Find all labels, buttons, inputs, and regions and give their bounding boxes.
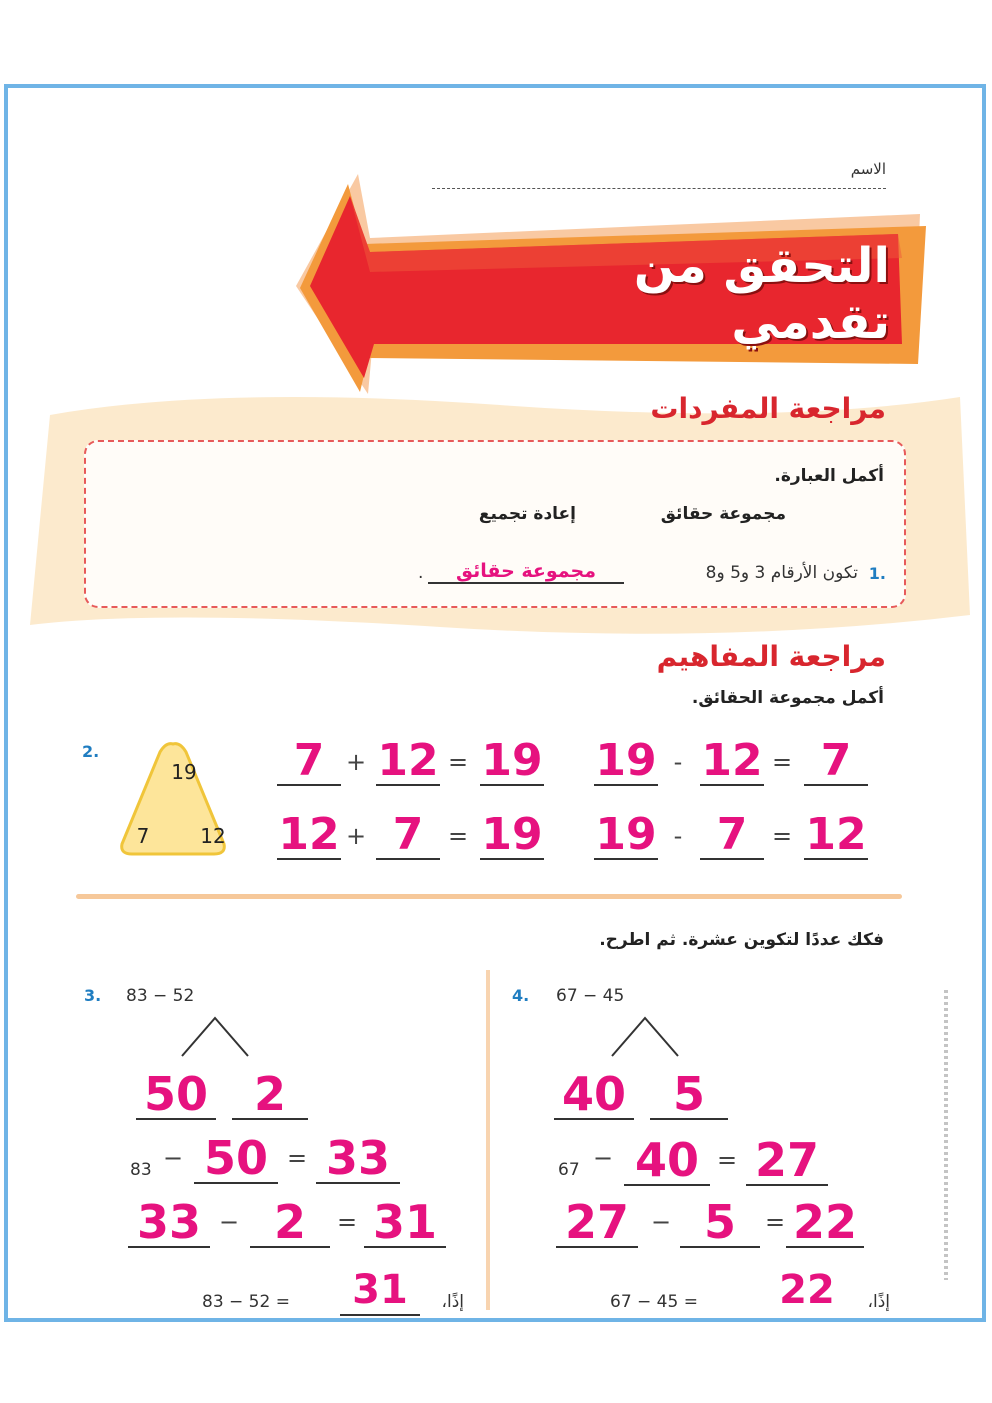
- q1-period: .: [418, 563, 424, 583]
- q4-final-answer-field[interactable]: 22: [779, 1267, 835, 1313]
- fact-r1-op2: -: [673, 748, 683, 776]
- q3-line2-b-field[interactable]: 2: [250, 1198, 330, 1248]
- question-number-3: 3.: [84, 986, 102, 1005]
- vocab-instruction: أكمل العبارة.: [774, 466, 884, 486]
- q3-line1-op: −: [162, 1144, 184, 1172]
- q3-line2-a-field[interactable]: 33: [128, 1198, 210, 1248]
- fact-r2-b1-field[interactable]: 7: [376, 812, 440, 860]
- q3-line2-eq: =: [336, 1208, 358, 1236]
- q1-answer-field[interactable]: مجموعة حقائق: [428, 560, 624, 584]
- name-label: الاسم: [850, 160, 886, 178]
- q3-line2-op: −: [218, 1208, 240, 1236]
- fact-r2-b2-field[interactable]: 7: [700, 812, 764, 860]
- q3-split-branch-icon: [178, 1014, 252, 1058]
- q3-line1-b-field[interactable]: 50: [194, 1134, 278, 1184]
- word-fact-family: مجموعة حقائق: [660, 504, 786, 524]
- triangle-left-number: 7: [136, 824, 150, 848]
- q4-final-expression: 67 − 45 =: [610, 1292, 698, 1312]
- fact-r2-c2-field[interactable]: 12: [805, 809, 867, 860]
- fact-r2-eq1: =: [447, 822, 469, 850]
- q3-line1-eq: =: [286, 1144, 308, 1172]
- fact-r2-op1: +: [345, 822, 367, 850]
- section-divider: [76, 894, 902, 899]
- q3-split-b-field[interactable]: 2: [232, 1070, 308, 1120]
- triangle-top-number: 19: [171, 760, 197, 784]
- q3-line2-c-field[interactable]: 31: [364, 1198, 446, 1248]
- q4-split-a-field[interactable]: 40: [554, 1070, 634, 1120]
- q3-split-a-field[interactable]: 50: [136, 1070, 216, 1120]
- q3-line1-c-field[interactable]: 33: [316, 1134, 400, 1184]
- q4-line2-op: −: [650, 1208, 672, 1236]
- q4-split-branch-icon: [608, 1014, 682, 1058]
- q4-split-b-field[interactable]: 5: [650, 1070, 728, 1120]
- q4-line1-c-field[interactable]: 27: [746, 1136, 828, 1186]
- copyright-strip: [944, 990, 948, 1280]
- column-divider: [486, 970, 490, 1310]
- fact-r1-c1-field[interactable]: 19: [481, 735, 543, 786]
- fact-r2-a2-field[interactable]: 19: [595, 809, 657, 860]
- question-number-2: 2.: [82, 742, 100, 761]
- fact-r1-eq1: =: [447, 748, 469, 776]
- triangle-right-number: 12: [200, 824, 226, 848]
- q3-line1-start: 83: [130, 1160, 152, 1180]
- question-number-1: 1.: [868, 564, 886, 583]
- q4-line2-b-field[interactable]: 5: [680, 1198, 760, 1248]
- q4-so-label: إذًا،: [867, 1292, 890, 1312]
- page-title: التحقق من تقدمي: [633, 238, 890, 350]
- question-number-4: 4.: [512, 986, 530, 1005]
- fact-r2-a1-field[interactable]: 12: [278, 809, 340, 860]
- fact-r2-op2: -: [673, 822, 683, 850]
- q4-line1-eq: =: [716, 1146, 738, 1174]
- q3-so-label: إذًا،: [441, 1292, 464, 1312]
- fact-r1-eq2: =: [771, 748, 793, 776]
- fact-r1-b1-field[interactable]: 12: [377, 735, 439, 786]
- concepts-title: مراجعة المفاهيم: [656, 640, 886, 673]
- q4-line2-a-field[interactable]: 27: [556, 1198, 638, 1248]
- fact-r2-eq2: =: [771, 822, 793, 850]
- q3-final-expression: 83 − 52 =: [202, 1292, 290, 1312]
- q4-problem: 67 − 45: [556, 986, 625, 1006]
- q3-problem: 83 − 52: [126, 986, 195, 1006]
- vocab-title: مراجعة المفردات: [650, 392, 886, 425]
- fact-r1-a1-field[interactable]: 7: [277, 738, 341, 786]
- q4-line2-eq: =: [764, 1208, 786, 1236]
- concepts-instruction: أكمل مجموعة الحقائق.: [691, 688, 884, 708]
- word-regroup: إعادة تجميع: [478, 504, 576, 524]
- fact-r1-a2-field[interactable]: 19: [595, 735, 657, 786]
- q4-line1-op: −: [592, 1144, 614, 1172]
- fact-r1-op1: +: [345, 748, 367, 776]
- q4-line1-b-field[interactable]: 40: [624, 1136, 710, 1186]
- decompose-instruction: فكك عددًا لتكوين عشرة. ثم اطرح.: [599, 930, 884, 950]
- fact-r2-c1-field[interactable]: 19: [481, 809, 543, 860]
- q4-line1-start: 67: [558, 1160, 580, 1180]
- fact-r1-c2-field[interactable]: 7: [804, 738, 868, 786]
- fact-r1-b2-field[interactable]: 12: [701, 735, 763, 786]
- q3-final-answer-field[interactable]: 31: [340, 1266, 420, 1316]
- q1-text: تكون الأرقام 3 و5 و8: [705, 563, 858, 583]
- q4-line2-c-field[interactable]: 22: [786, 1198, 864, 1248]
